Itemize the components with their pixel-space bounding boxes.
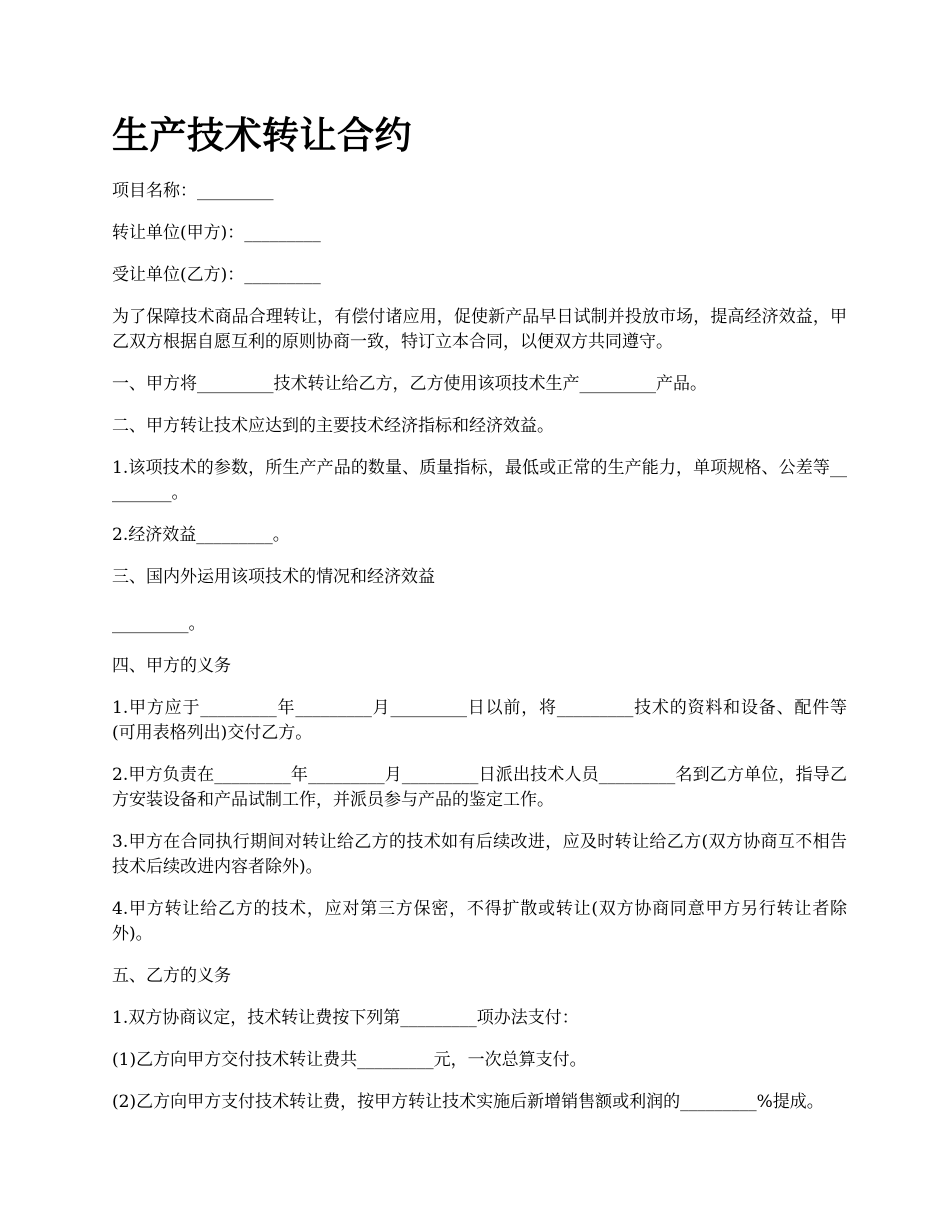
clause-5-heading: 五、乙方的义务 — [112, 966, 231, 986]
clause-1: 一、甲方将_________技术转让给乙方，乙方使用该项技术生产_________产品。 — [112, 374, 707, 394]
clause-4-item-4: 4.甲方转让给乙方的技术，应对第三方保密，不得扩散或转让(双方协商同意甲方另行转让者除外)。 — [112, 899, 847, 944]
clause-5-option-2: (2)乙方向甲方支付技术转让费，按甲方转让技术实施后新增销售额或利润的_________%提成。 — [112, 1092, 824, 1112]
clause-4-heading: 四、甲方的义务 — [112, 656, 231, 676]
clause-4-item-1: 1.甲方应于_________年_________月_________日以前，将_________技术的资料和设备、配件等(可用表格列出)交付乙方。 — [112, 698, 847, 743]
document-page — [112, 108, 847, 1132]
document-title: 生产技术转让合约 — [112, 114, 412, 157]
clause-4-item-3: 3.甲方在合同执行期间对转让给乙方的技术如有后续改进，应及时转让给乙方(双方协商互不相告技术后续改进内容者除外)。 — [112, 832, 847, 877]
project-name-line: 项目名称：_________ — [112, 181, 274, 201]
clause-4-item-2: 2.甲方负责在_________年_________月_________日派出技术人员_________名到乙方单位，指导乙方安装设备和产品试制工作，并派员参与产品的鉴定工作。 — [112, 765, 847, 810]
clause-2-item-1: 1.该项技术的参数，所生产产品的数量、质量指标，最低或正常的生产能力，单项规格、公差等_________。 — [112, 458, 847, 503]
transferor-line: 转让单位(甲方)：_________ — [112, 223, 321, 243]
clause-3-heading: 三、国内外运用该项技术的情况和经济效益 — [112, 567, 435, 587]
clause-2-heading: 二、甲方转让技术应达到的主要技术经济指标和经济效益。 — [112, 416, 554, 436]
clause-2-item-2: 2.经济效益_________。 — [112, 525, 290, 545]
clause-5-option-1: (1)乙方向甲方交付技术转让费共_________元，一次总算支付。 — [112, 1050, 587, 1070]
transferee-line: 受让单位(乙方)：_________ — [112, 265, 321, 285]
clause-5-item-1: 1.双方协商议定，技术转让费按下列第_________项办法支付： — [112, 1008, 579, 1028]
clause-3-blank: _________。 — [112, 614, 206, 634]
preamble-paragraph: 为了保障技术商品合理转让，有偿付诸应用，促使新产品早日试制并投放市场，提高经济效益，甲乙双方根据自愿互利的原则协商一致，特订立本合同，以便双方共同遵守。 — [112, 307, 847, 352]
